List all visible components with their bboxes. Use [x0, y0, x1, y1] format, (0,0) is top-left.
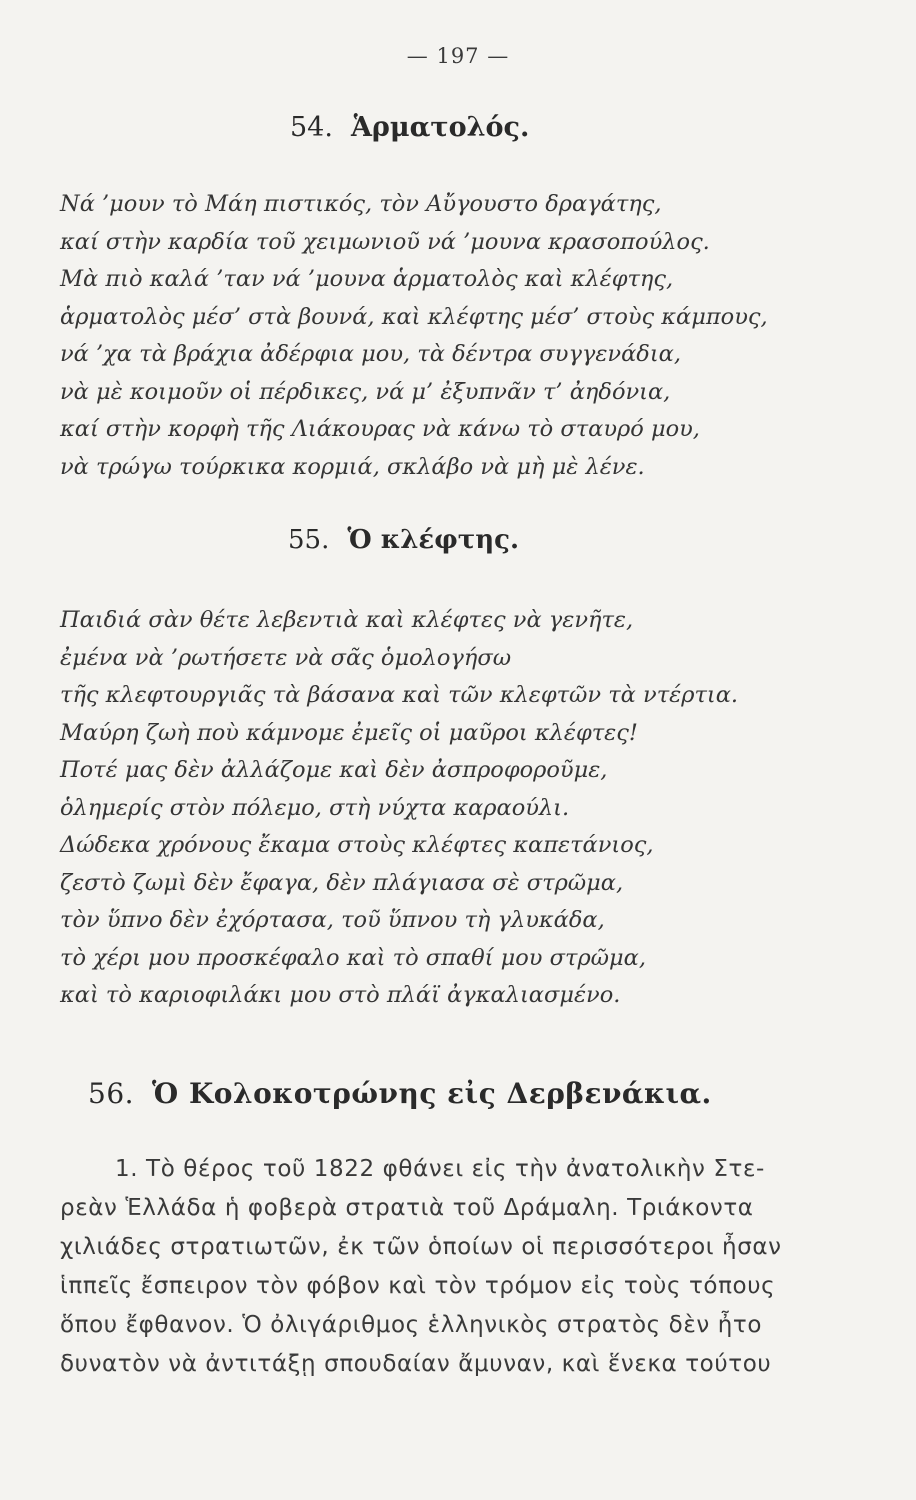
poem-line: τὸ χέρι μου προσκέφαλο καὶ τὸ σπαθί μου στρῶμα,	[60, 944, 646, 971]
poem-armatolos	[60, 186, 880, 486]
poem-line: ἁρματολὸς μέσ’ στὰ βουνά, καὶ κλέφτης μέσ’ στοὺς κάμπους,	[60, 303, 768, 330]
section-title: Ὁ κλέφτης.	[347, 525, 520, 555]
section-heading-55	[288, 525, 519, 555]
poem-line: ἐμένα νὰ ’ρωτήσετε νὰ σᾶς ὁμολογήσω	[60, 644, 512, 671]
section-number: 54.	[290, 112, 333, 143]
poem-line: καί στὴν καρδία τοῦ χειμωνιοῦ νά ’μουνα κρασοπούλος.	[60, 228, 710, 255]
prose-dervenakia	[60, 1150, 820, 1384]
prose-line: ρεὰν Ἑλλάδα ἡ φοβερὰ στρατιὰ τοῦ Δράμαλη. Τριάκοντα	[60, 1195, 754, 1221]
prose-line: χιλιάδες στρατιωτῶν, ἐκ τῶν ὁποίων οἱ περισσότεροι ἦσαν	[60, 1234, 782, 1260]
page-number: — 197 —	[406, 44, 510, 68]
prose-line: ἱππεῖς ἔσπειρον τὸν φόβον καὶ τὸν τρόμον εἰς τοὺς τόπους	[60, 1273, 776, 1299]
poem-line: Μὰ πιὸ καλά ’ταν νά ’μουνα ἁρματολὸς καὶ κλέφτης,	[60, 266, 674, 292]
poem-line: Μαύρη ζωὴ ποὺ κάμνομε ἐμεῖς οἱ μαῦροι κλέφτες!	[60, 719, 638, 746]
poem-line: ζεστὸ ζωμὶ δὲν ἔφαγα, δὲν πλάγιασα σὲ στρῶμα,	[60, 869, 624, 896]
poem-line: ὁλημερίς στὸν πόλεμο, στὴ νύχτα καραούλι.	[60, 794, 570, 821]
section-heading-56	[88, 1077, 712, 1110]
poem-line: τὸν ὕπνο δὲν ἐχόρτασα, τοῦ ὕπνου τὴ γλυκάδα,	[60, 907, 605, 933]
poem-line: Δώδεκα χρόνους ἔκαμα στοὺς κλέφτες καπετάνιος,	[60, 832, 654, 858]
poem-line: Παιδιά σὰν θέτε λεβεντιὰ καὶ κλέφτες νὰ γενῆτε,	[60, 607, 634, 633]
poem-line: νὰ τρώγω τούρκικα κορμιά, σκλάβο νὰ μὴ μὲ λένε.	[60, 453, 645, 480]
poem-line: νὰ μὲ κοιμοῦν οἱ πέρδικες, νά μ’ ἐξυπνᾶν τ’ ἀηδόνια,	[60, 378, 671, 405]
prose-line: δυνατὸν νὰ ἀντιτάξῃ σπουδαίαν ἄμυναν, καὶ ἕνεκα τούτου	[60, 1351, 772, 1377]
poem-line: καὶ τὸ καριοφιλάκι μου στὸ πλάϊ ἀγκαλιασμένο.	[60, 982, 621, 1008]
poem-line: νά ’χα τὰ βράχια ἀδέρφια μου, τὰ δέντρα συγγενάδια,	[60, 341, 682, 367]
poem-line: Νά ’μουν τὸ Μάη πιστικός, τὸν Αὔγουστο δραγάτης,	[60, 191, 662, 217]
poem-line: Ποτέ μας δὲν ἀλλάζομε καὶ δὲν ἀσπροφοροῦμε,	[60, 757, 608, 783]
prose-line: 1. Τὸ θέρος τοῦ 1822 φθάνει εἰς τὴν ἀνατολικὴν Στε-	[115, 1156, 765, 1182]
poem-kleftis	[60, 602, 880, 1015]
section-number: 56.	[88, 1077, 135, 1110]
poem-line: καί στὴν κορφὴ τῆς Λιάκουρας νὰ κάνω τὸ σταυρό μου,	[60, 416, 700, 442]
section-title: Ἁρματολός.	[350, 112, 530, 143]
section-number: 55.	[288, 525, 330, 555]
poem-line: τῆς κλεφτουργιᾶς τὰ βάσανα καὶ τῶν κλεφτῶν τὰ ντέρτια.	[60, 682, 739, 708]
prose-line: ὅπου ἔφθανον. Ὁ ὀλιγάριθμος ἑλληνικὸς στρατὸς δὲν ἦτο	[60, 1312, 763, 1338]
section-title: Ὁ Κολοκοτρώνης εἰς Δερβενάκια.	[152, 1077, 712, 1110]
section-heading-54	[290, 112, 529, 143]
